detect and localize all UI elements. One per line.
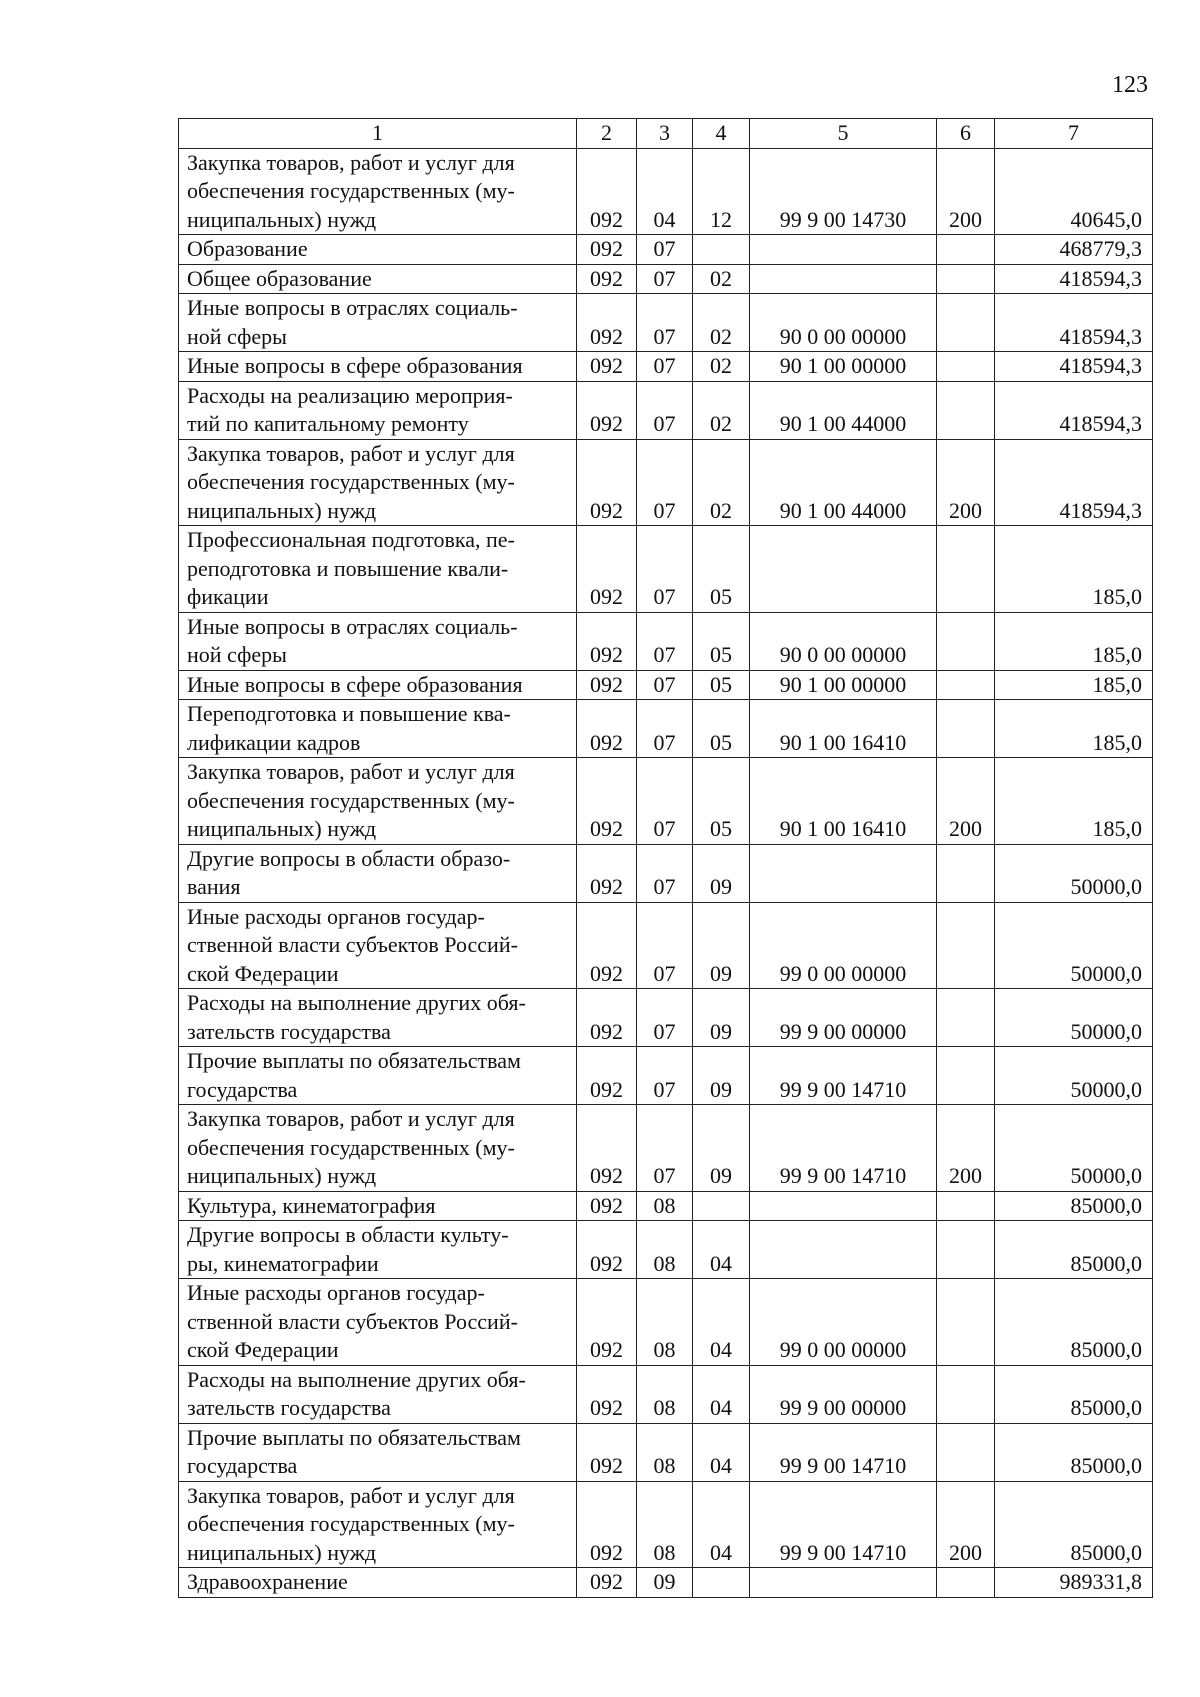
subsection-code: 02	[693, 264, 750, 294]
ministry-code: 092	[577, 989, 637, 1047]
subsection-code: 02	[693, 352, 750, 382]
subsection-code: 09	[693, 1047, 750, 1105]
section-code: 07	[637, 1047, 693, 1105]
ministry-code: 092	[577, 1568, 637, 1598]
ministry-code: 092	[577, 612, 637, 670]
budget-table	[178, 118, 1153, 1598]
target-article-code	[750, 264, 937, 294]
table-row	[179, 1279, 1153, 1366]
header-col-3: 3	[637, 119, 693, 149]
amount: 85000,0	[995, 1481, 1153, 1568]
amount: 85000,0	[995, 1423, 1153, 1481]
subsection-code: 04	[693, 1279, 750, 1366]
expense-type-code	[937, 1047, 995, 1105]
item-name: Другие вопросы в области культу- ры, кинематографии	[179, 1221, 577, 1279]
ministry-code: 092	[577, 1191, 637, 1221]
table-row	[179, 902, 1153, 989]
target-article-code: 99 9 00 14710	[750, 1423, 937, 1481]
amount: 468779,3	[995, 235, 1153, 265]
ministry-code: 092	[577, 1047, 637, 1105]
expense-type-code	[937, 1365, 995, 1423]
subsection-code: 05	[693, 700, 750, 758]
table-row	[179, 670, 1153, 700]
section-code: 08	[637, 1481, 693, 1568]
ministry-code: 092	[577, 1105, 637, 1192]
ministry-code: 092	[577, 758, 637, 845]
section-code: 04	[637, 148, 693, 235]
table-row	[179, 844, 1153, 902]
amount: 185,0	[995, 700, 1153, 758]
target-article-code: 99 0 00 00000	[750, 902, 937, 989]
table-row	[179, 1191, 1153, 1221]
amount: 50000,0	[995, 844, 1153, 902]
section-code: 07	[637, 264, 693, 294]
subsection-code: 04	[693, 1423, 750, 1481]
ministry-code: 092	[577, 264, 637, 294]
amount: 418594,3	[995, 264, 1153, 294]
target-article-code: 99 9 00 14710	[750, 1105, 937, 1192]
ministry-code: 092	[577, 381, 637, 439]
amount: 50000,0	[995, 1047, 1153, 1105]
subsection-code: 04	[693, 1365, 750, 1423]
expense-type-code	[937, 235, 995, 265]
ministry-code: 092	[577, 526, 637, 613]
expense-type-code	[937, 352, 995, 382]
table-row	[179, 1568, 1153, 1598]
item-name: Иные вопросы в сфере образования	[179, 352, 577, 382]
item-name: Иные вопросы в сфере образования	[179, 670, 577, 700]
ministry-code: 092	[577, 1279, 637, 1366]
item-name: Расходы на реализацию мероприя- тий по капитальному ремонту	[179, 381, 577, 439]
item-name: Прочие выплаты по обязательствам государства	[179, 1047, 577, 1105]
table-row	[179, 235, 1153, 265]
subsection-code: 02	[693, 439, 750, 526]
section-code: 08	[637, 1423, 693, 1481]
expense-type-code	[937, 1221, 995, 1279]
item-name: Иные вопросы в отраслях социаль- ной сферы	[179, 612, 577, 670]
table-row	[179, 439, 1153, 526]
ministry-code: 092	[577, 700, 637, 758]
target-article-code: 90 1 00 16410	[750, 700, 937, 758]
expense-type-code	[937, 844, 995, 902]
section-code: 08	[637, 1191, 693, 1221]
section-code: 07	[637, 844, 693, 902]
subsection-code: 04	[693, 1481, 750, 1568]
expense-type-code	[937, 1423, 995, 1481]
subsection-code	[693, 1191, 750, 1221]
subsection-code: 09	[693, 844, 750, 902]
expense-type-code	[937, 1568, 995, 1598]
target-article-code: 90 1 00 44000	[750, 381, 937, 439]
expense-type-code	[937, 1279, 995, 1366]
header-row	[179, 119, 1153, 149]
expense-type-code: 200	[937, 758, 995, 845]
table-row	[179, 381, 1153, 439]
expense-type-code	[937, 612, 995, 670]
target-article-code: 90 0 00 00000	[750, 294, 937, 352]
amount: 418594,3	[995, 352, 1153, 382]
item-name: Закупка товаров, работ и услуг для обеспечения государственных (му- ниципальных) нужд	[179, 148, 577, 235]
amount: 418594,3	[995, 381, 1153, 439]
section-code: 07	[637, 352, 693, 382]
section-code: 07	[637, 439, 693, 526]
section-code: 07	[637, 526, 693, 613]
expense-type-code: 200	[937, 148, 995, 235]
section-code: 08	[637, 1221, 693, 1279]
item-name: Закупка товаров, работ и услуг для обеспечения государственных (му- ниципальных) нужд	[179, 758, 577, 845]
subsection-code: 09	[693, 1105, 750, 1192]
expense-type-code: 200	[937, 1105, 995, 1192]
subsection-code: 09	[693, 989, 750, 1047]
target-article-code	[750, 1191, 937, 1221]
header-col-1: 1	[179, 119, 577, 149]
table-row	[179, 700, 1153, 758]
table-row	[179, 1481, 1153, 1568]
item-name: Иные вопросы в отраслях социаль- ной сферы	[179, 294, 577, 352]
amount: 185,0	[995, 526, 1153, 613]
table-row	[179, 148, 1153, 235]
expense-type-code	[937, 526, 995, 613]
target-article-code	[750, 1568, 937, 1598]
amount: 85000,0	[995, 1191, 1153, 1221]
expense-type-code	[937, 381, 995, 439]
target-article-code: 90 1 00 44000	[750, 439, 937, 526]
amount: 185,0	[995, 612, 1153, 670]
ministry-code: 092	[577, 352, 637, 382]
item-name: Профессиональная подготовка, пе- реподготовка и повышение квали- фикации	[179, 526, 577, 613]
target-article-code	[750, 844, 937, 902]
table-header	[179, 119, 1153, 149]
amount: 85000,0	[995, 1279, 1153, 1366]
expense-type-code	[937, 294, 995, 352]
header-col-7: 7	[995, 119, 1153, 149]
table-row	[179, 526, 1153, 613]
section-code: 07	[637, 670, 693, 700]
expense-type-code: 200	[937, 439, 995, 526]
table-body	[179, 148, 1153, 1597]
amount: 85000,0	[995, 1365, 1153, 1423]
expense-type-code	[937, 264, 995, 294]
item-name: Здравоохранение	[179, 1568, 577, 1598]
target-article-code: 90 1 00 00000	[750, 670, 937, 700]
header-col-2: 2	[577, 119, 637, 149]
target-article-code: 90 0 00 00000	[750, 612, 937, 670]
subsection-code: 05	[693, 526, 750, 613]
amount: 418594,3	[995, 439, 1153, 526]
ministry-code: 092	[577, 1481, 637, 1568]
table-row	[179, 1423, 1153, 1481]
table-row	[179, 1221, 1153, 1279]
amount: 185,0	[995, 758, 1153, 845]
ministry-code: 092	[577, 902, 637, 989]
target-article-code: 99 0 00 00000	[750, 1279, 937, 1366]
item-name: Образование	[179, 235, 577, 265]
amount: 418594,3	[995, 294, 1153, 352]
section-code: 07	[637, 381, 693, 439]
expense-type-code	[937, 700, 995, 758]
ministry-code: 092	[577, 1221, 637, 1279]
table-row	[179, 1365, 1153, 1423]
expense-type-code	[937, 902, 995, 989]
section-code: 07	[637, 235, 693, 265]
subsection-code: 09	[693, 902, 750, 989]
item-name: Расходы на выполнение других обя- зательств государства	[179, 1365, 577, 1423]
target-article-code: 90 1 00 00000	[750, 352, 937, 382]
amount: 989331,8	[995, 1568, 1153, 1598]
table-row	[179, 989, 1153, 1047]
ministry-code: 092	[577, 1365, 637, 1423]
section-code: 07	[637, 758, 693, 845]
ministry-code: 092	[577, 439, 637, 526]
subsection-code: 12	[693, 148, 750, 235]
table-row	[179, 758, 1153, 845]
item-name: Закупка товаров, работ и услуг для обеспечения государственных (му- ниципальных) нужд	[179, 1481, 577, 1568]
amount: 85000,0	[995, 1221, 1153, 1279]
subsection-code: 02	[693, 294, 750, 352]
section-code: 07	[637, 700, 693, 758]
amount: 50000,0	[995, 1105, 1153, 1192]
item-name: Расходы на выполнение других обя- зательств государства	[179, 989, 577, 1047]
amount: 185,0	[995, 670, 1153, 700]
table-row	[179, 352, 1153, 382]
target-article-code	[750, 1221, 937, 1279]
subsection-code: 05	[693, 612, 750, 670]
table-row	[179, 264, 1153, 294]
section-code: 09	[637, 1568, 693, 1598]
amount: 50000,0	[995, 989, 1153, 1047]
target-article-code	[750, 235, 937, 265]
section-code: 08	[637, 1365, 693, 1423]
subsection-code: 05	[693, 758, 750, 845]
section-code: 07	[637, 294, 693, 352]
page-number: 123	[1112, 72, 1148, 98]
section-code: 07	[637, 612, 693, 670]
item-name: Другие вопросы в области образо- вания	[179, 844, 577, 902]
expense-type-code	[937, 1191, 995, 1221]
ministry-code: 092	[577, 294, 637, 352]
target-article-code: 90 1 00 16410	[750, 758, 937, 845]
item-name: Иные расходы органов государ- ственной власти субъектов Россий- ской Федерации	[179, 902, 577, 989]
subsection-code: 04	[693, 1221, 750, 1279]
target-article-code: 99 9 00 00000	[750, 989, 937, 1047]
item-name: Переподготовка и повышение ква- лификации кадров	[179, 700, 577, 758]
subsection-code	[693, 1568, 750, 1598]
header-col-4: 4	[693, 119, 750, 149]
expense-type-code	[937, 670, 995, 700]
item-name: Прочие выплаты по обязательствам государства	[179, 1423, 577, 1481]
target-article-code: 99 9 00 00000	[750, 1365, 937, 1423]
header-col-5: 5	[750, 119, 937, 149]
ministry-code: 092	[577, 148, 637, 235]
header-col-6: 6	[937, 119, 995, 149]
table-row	[179, 1047, 1153, 1105]
table-row	[179, 294, 1153, 352]
target-article-code: 99 9 00 14730	[750, 148, 937, 235]
amount: 50000,0	[995, 902, 1153, 989]
subsection-code	[693, 235, 750, 265]
item-name: Культура, кинематография	[179, 1191, 577, 1221]
target-article-code: 99 9 00 14710	[750, 1047, 937, 1105]
section-code: 08	[637, 1279, 693, 1366]
ministry-code: 092	[577, 1423, 637, 1481]
amount: 40645,0	[995, 148, 1153, 235]
target-article-code	[750, 526, 937, 613]
section-code: 07	[637, 1105, 693, 1192]
subsection-code: 05	[693, 670, 750, 700]
table-row	[179, 1105, 1153, 1192]
expense-type-code	[937, 989, 995, 1047]
item-name: Закупка товаров, работ и услуг для обеспечения государственных (му- ниципальных) нужд	[179, 439, 577, 526]
ministry-code: 092	[577, 670, 637, 700]
expense-type-code: 200	[937, 1481, 995, 1568]
section-code: 07	[637, 989, 693, 1047]
table-row	[179, 612, 1153, 670]
ministry-code: 092	[577, 844, 637, 902]
target-article-code: 99 9 00 14710	[750, 1481, 937, 1568]
subsection-code: 02	[693, 381, 750, 439]
item-name: Общее образование	[179, 264, 577, 294]
ministry-code: 092	[577, 235, 637, 265]
item-name: Закупка товаров, работ и услуг для обеспечения государственных (му- ниципальных) нужд	[179, 1105, 577, 1192]
section-code: 07	[637, 902, 693, 989]
item-name: Иные расходы органов государ- ственной власти субъектов Россий- ской Федерации	[179, 1279, 577, 1366]
